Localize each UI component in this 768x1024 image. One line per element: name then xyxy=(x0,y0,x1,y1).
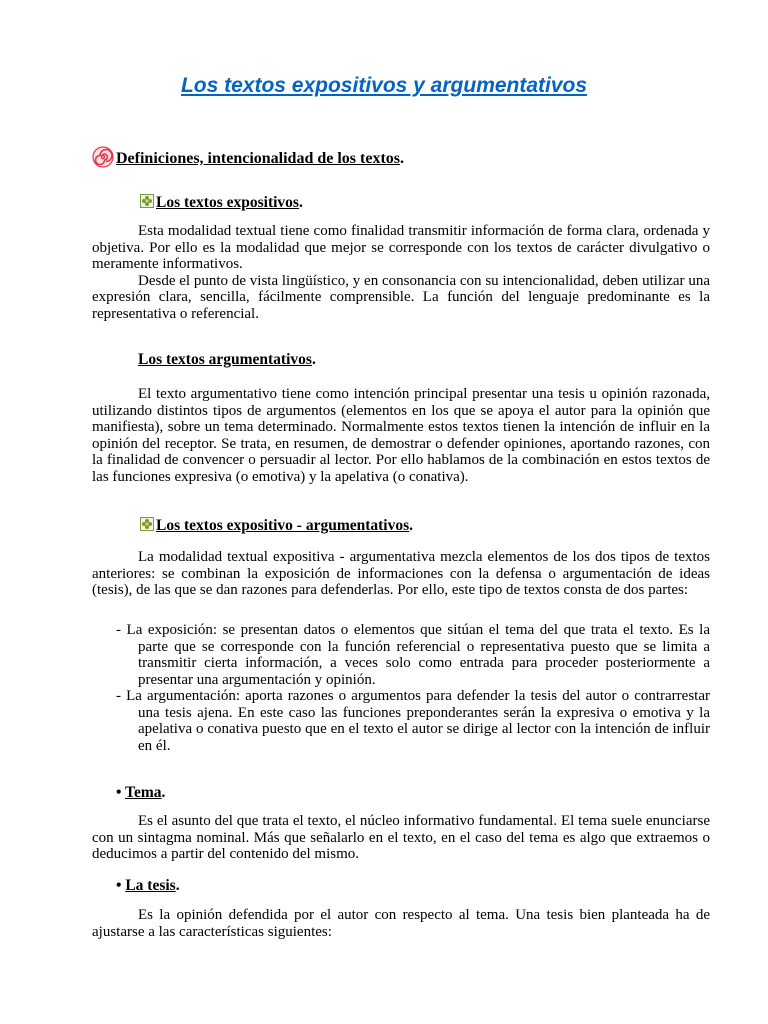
heading-expositivo-argumentativos: Los textos expositivo - argumentativos. xyxy=(140,517,413,536)
paragraph: Es el asunto del que trata el texto, el núcleo informativo fundamental. El tema suele enunciarse con un sintagma nominal. Más que señalarlo en el texto, en el caso del tema es algo que extraemos o deducimos a partir del contenido del mismo. xyxy=(92,813,710,862)
list-item: - La argumentación: aporta razones o argumentos para defender la tesis del autor o contrarrestar una tesis ajena. En este caso las funciones preponderantes serán la expresiva o emotiva y la apelativa o conativa puesto que en el texto el autor se dirige al lector con la intención de influir en él. xyxy=(116,688,710,754)
section-heading-text: Definiciones, intencionalidad de los textos xyxy=(116,149,401,167)
spiral-icon xyxy=(92,146,114,173)
section-heading: Definiciones, intencionalidad de los textos. xyxy=(92,146,404,173)
expo-arg-list xyxy=(116,622,710,754)
page-title: Los textos expositivos y argumentativos xyxy=(180,74,588,97)
list-item: - La exposición: se presentan datos o elementos que sitúan el tema del que trata el texto. Es la parte que se corresponde con la función referencial o representativa puesto que se limita a transmitir cierta información, a veces solo como entrada para proceder posteriormente a presentar una argumentación y opinión. xyxy=(116,622,710,688)
heading-tema: • Tema. xyxy=(116,784,166,801)
paragraph: Desde el punto de vista lingüístico, y en consonancia con su intencionalidad, deben utilizar una expresión clara, sencilla, fácilmente comprensible. La función del lenguaje predominante es la representativa o referencial. xyxy=(92,272,710,322)
paragraph: Es la opinión defendida por el autor con respecto al tema. Una tesis bien planteada ha de ajustarse a las características siguientes: xyxy=(92,907,710,940)
paragraph: La modalidad textual expositiva - argumentativa mezcla elementos de los dos tipos de textos anteriores: se combinan la exposición de informaciones con la defensa o argumentación de ideas (tesis), de las que se dan razones para defenderlas. Por ello, este tipo de textos consta de dos partes: xyxy=(92,549,710,598)
paragraph: El texto argumentativo tiene como intención principal presentar una tesis u opinión razonada, utilizando distintos tipos de argumentos (elementos en los que se apoya el autor para la opinión que manifiesta), sobre un tema determinado. Normalmente estos textos tienen la intención de influir en la opinión del receptor. Se trata, en resumen, de demostrar o defender opiniones, aportando razones, con la finalidad de convencer o persuadir al lector. Por ello hablamos de la combinación en estos textos de las funciones expresiva (o emotiva) y la apelativa (o conativa). xyxy=(92,386,710,485)
heading-tesis: • La tesis. xyxy=(116,877,180,894)
heading-expositivos: Los textos expositivos. xyxy=(140,194,303,213)
argumentativos-body xyxy=(92,386,710,485)
flower-icon xyxy=(140,517,154,536)
expositivos-body xyxy=(92,223,710,322)
tema-body xyxy=(92,813,710,863)
flower-icon xyxy=(140,194,154,213)
expo-arg-body xyxy=(92,549,710,599)
tesis-body xyxy=(92,907,710,940)
paragraph: Esta modalidad textual tiene como finalidad transmitir información de forma clara, ordenada y objetiva. Por ello es la modalidad que mejor se corresponde con los textos de carácter divulgativo o meramente informativos. xyxy=(92,223,710,272)
heading-argumentativos: Los textos argumentativos. xyxy=(138,351,316,368)
